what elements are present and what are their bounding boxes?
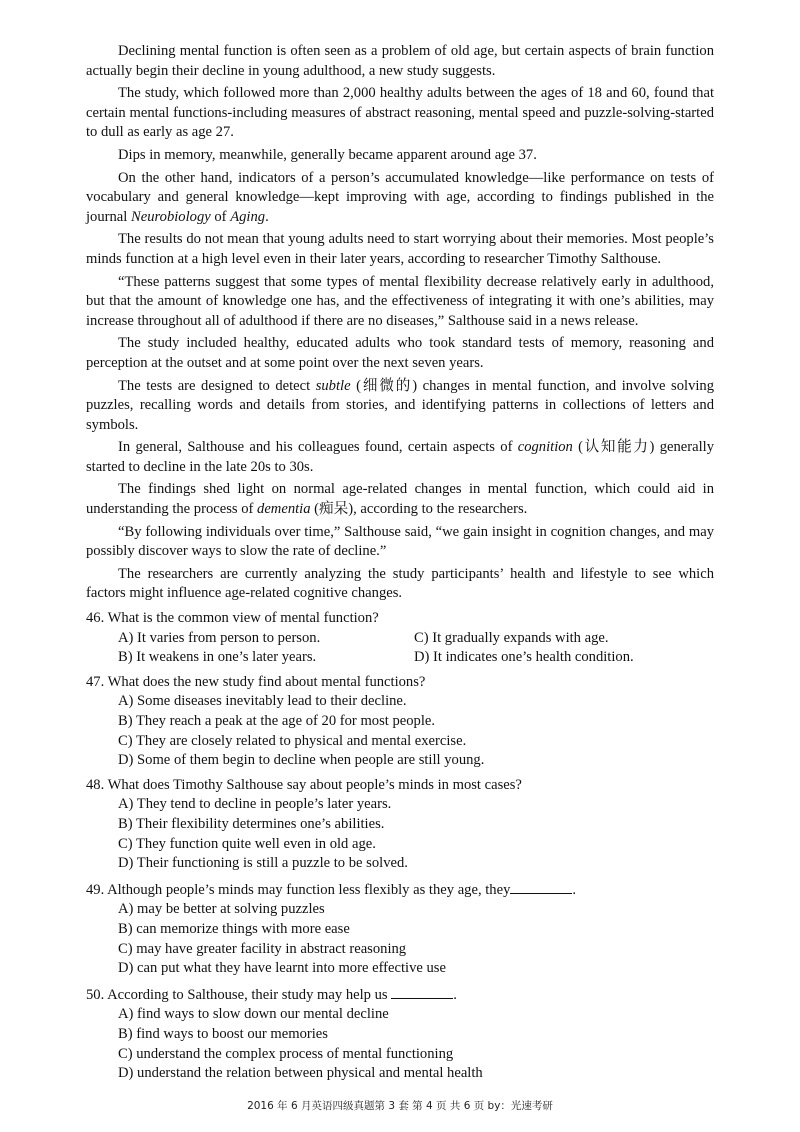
paragraph-text: “By following individuals over time,” Salthouse said, “we gain insight in cognition changes, and may possibly discover ways to slow the rate of decline.” [86, 523, 714, 560]
stem-end: . [453, 986, 457, 1003]
answer-options [86, 629, 714, 668]
passage-paragraph [86, 377, 714, 436]
answer-options [86, 1005, 714, 1083]
answer-option: B) They reach a peak at the age of 20 for most people. [118, 713, 436, 729]
answer-option: C) They are closely related to physical and mental exercise. [118, 732, 467, 749]
passage-paragraph [86, 146, 714, 166]
paragraph-text: The study, which followed more than 2,000 healthy adults between the ages of 18 and 60, found that certain mental functions-including measures of abstract reasoning, mental speed and puzzle-solving-started to dull as early as age 27. [86, 85, 714, 141]
answer-blank [391, 984, 453, 999]
answer-option: A) find ways to slow down our mental decline [118, 1006, 389, 1023]
answer-option: B) find ways to boost our memories [118, 1025, 328, 1042]
exam-page [86, 42, 714, 1084]
paragraph-text: The results do not mean that young adults need to start worrying about their memories. Most people’s minds function at a high level even in their later years, according to researcher Timothy Salthouse. [86, 231, 714, 267]
paragraph-text: of [210, 208, 231, 225]
answer-options [86, 900, 714, 978]
paragraph-text: In general, Salthouse and his colleagues found, certain aspects of [118, 439, 518, 456]
question-stem-text: 48. What does Timothy Salthouse say about people’s minds in most cases? [86, 776, 522, 793]
answer-option: B) Their flexibility determines one’s abilities. [118, 815, 385, 832]
paragraph-text: “These patterns suggest that some types of mental flexibility decrease relatively early in adulthood, but that the amount of knowledge one has, and the effectiveness of integrating it with one’s abilities, may increase throughout all of adulthood if there are no diseases,” Salthouse said in a news release. [86, 273, 714, 329]
paragraph-text: The findings shed light on normal age-related changes in mental function, which could aid in understanding the process of [86, 481, 714, 518]
answer-options [86, 795, 714, 873]
question-block [86, 879, 714, 979]
paragraph-text: (痴呆), according to the researchers. [310, 501, 528, 518]
question-stem-text: 47. What does the new study find about mental functions? [86, 673, 426, 690]
paragraph-text: The researchers are currently analyzing the study participants’ health and lifestyle to see which factors might influence age-related cognitive changes. [86, 565, 714, 602]
passage-paragraph [86, 169, 714, 228]
answer-option: D) understand the relation between physical and mental health [118, 1065, 483, 1082]
paragraph-text: The study included healthy, educated adults who took standard tests of memory, reasoning and perception at the outset and at some point over the next seven years. [86, 335, 714, 371]
answer-option: A) Some diseases inevitably lead to their decline. [118, 693, 407, 710]
passage-paragraph [86, 565, 714, 604]
answer-blank [510, 879, 572, 894]
question-stem [86, 879, 714, 901]
passage-paragraph [86, 480, 714, 519]
question-block [86, 609, 714, 668]
page-footer: 2016 年 6 月英语四级真题第 3 套 第 4 页 共 6 页 by：光速考研 [247, 1100, 553, 1112]
question-stem-text: 49. Although people’s minds may function less flexibly as they age, they [86, 881, 511, 898]
question-stem-text: 46. What is the common view of mental function? [86, 610, 379, 627]
passage-paragraph [86, 438, 714, 477]
question-block [86, 673, 714, 771]
question-stem [86, 609, 714, 629]
question-block [86, 984, 714, 1084]
answer-option: C) understand the complex process of mental functioning [118, 1045, 454, 1062]
italic-term: Neurobiology [131, 208, 211, 225]
question-stem-text: 50. According to Salthouse, their study may help us [86, 986, 392, 1003]
paragraph-text: On the other hand, indicators of a person’s accumulated knowledge—like performance on tests of vocabulary and general knowledge—kept improving with age, according to findings published in the journal [86, 169, 714, 225]
passage-paragraph [86, 273, 714, 332]
paragraph-text: . [265, 208, 269, 225]
answer-option: C) They function quite well even in old age. [118, 835, 376, 852]
question-block [86, 776, 714, 874]
answer-option: A) It varies from person to person. [118, 629, 321, 646]
question-list [86, 609, 714, 1084]
answer-option: C) may have greater facility in abstract reasoning [118, 940, 407, 957]
question-stem [86, 673, 714, 693]
answer-option: D) can put what they have learnt into more effective use [118, 960, 446, 977]
question-stem [86, 984, 714, 1006]
answer-option: A) They tend to decline in people’s later years. [118, 796, 392, 813]
paragraph-text: Dips in memory, meanwhile, generally became apparent around age 37. [118, 146, 537, 163]
answer-option: C) It gradually expands with age. [414, 629, 609, 646]
answer-options [86, 692, 714, 770]
passage-paragraph [86, 523, 714, 562]
question-stem [86, 776, 714, 796]
italic-term: cognition [517, 439, 573, 456]
italic-term: subtle [315, 377, 351, 394]
answer-option: B) It weakens in one’s later years. [118, 649, 317, 666]
passage-paragraph [86, 230, 714, 269]
passage-paragraph [86, 42, 714, 81]
passage-paragraph [86, 334, 714, 373]
answer-option: D) It indicates one’s health condition. [414, 649, 634, 666]
stem-end: . [572, 881, 577, 898]
answer-option: D) Their functioning is still a puzzle to be solved. [118, 855, 408, 872]
italic-term: Aging [230, 208, 266, 225]
answer-option: B) can memorize things with more ease [118, 920, 350, 937]
answer-option: D) Some of them begin to decline when people are still young. [118, 752, 485, 769]
paragraph-text: (细微的) changes in mental function, and involve solving puzzles, recalling words and details from stories, and identifying patterns in collections of letters and symbols. [86, 377, 715, 433]
paragraph-text: Declining mental function is often seen as a problem of old age, but certain aspects of brain function actually begin their decline in young adulthood, a new study suggests. [86, 43, 714, 79]
passage-paragraph [86, 84, 714, 143]
reading-passage [86, 42, 714, 604]
italic-term: dementia [257, 501, 311, 518]
answer-option: A) may be better at solving puzzles [118, 901, 325, 918]
paragraph-text: The tests are designed to detect [118, 377, 316, 394]
paragraph-text: (认知能力) generally started to decline in the late 20s to 30s. [86, 439, 714, 475]
